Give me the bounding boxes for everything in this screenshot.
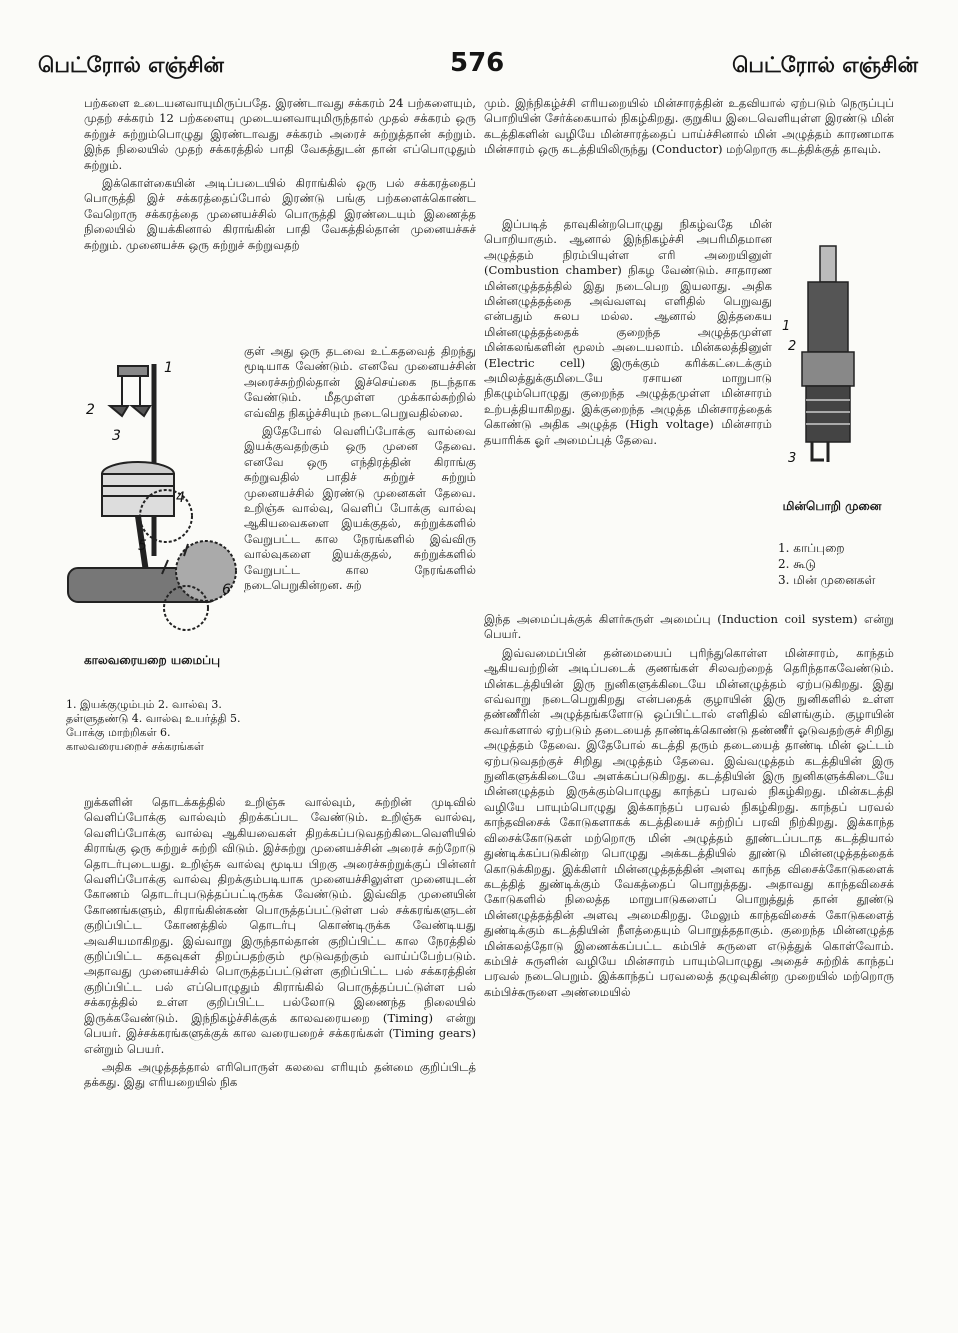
right-column-bottom — [484, 612, 894, 1298]
figure-legend — [778, 540, 896, 588]
page-number: 576 — [450, 48, 505, 78]
paragraph: றுக்களின் தொடக்கத்தில் உறிஞ்சு வால்வும், சுற்றின் முடிவில் வெளிப்போக்கு வால்வும் திறக்கப்பட வேண்டும். உறிஞ்சு வால்வு, வெளிப்போக்கு வால்வு ஆகியவைகள் திறக்கப்படுவதற்கிடைவெளியில் கிராங்கு ஒரு சுற்றுச் சுற்றி விடும். இச்சுற்று முனையச்சின் அரைச் சுற்றோடு தொடர்புடையது. உறிஞ்சு வால்வு மூடிய பிறகு அரைச்சுற்றுக்குப் பின்னர் வெளிப்போக்கு வால்வு திறக்கும்படியாக முனையச்சிலுள்ள முனையுடன் கோணம் தொடர்புபடுத்தப்பட்டிருக்க வேண்டும். இவ்வித முனையின் கோணங்களும், கிராங்கின்கண் பொருத்தப்பட்டுள்ள பல் சக்கரங்களுடன் குறிப்பிட்ட கோணத்தில் தொடர்பு கொண்டிருக்க வேண்டியது அவசியமாகிறது. இவ்வாறு இருந்தால்தான் குறிப்பிட்ட கால நேரத்தில் குறிப்பிட்ட கதவுகள் திறப்பதற்கும் மூடுவதற்கும் வாய்ப்பேற்படும். அதாவது முனையச்சில் பொருத்தப்பட்டுள்ள குறிப்பிட்ட பல் சக்கரத்தின் குறிப்பிட்ட பல் எப்பொழுதும் கிராங்கில் பொருத்தப்பட்டுள்ள பல் சக்கரத்தில் உள்ள குறிப்பிட்ட பல்லோடு இணைந்த நிலையில் இருக்கவேண்டும். இந்நிகழ்ச்சிக்குக் காலவரையறை (Timing) என்று பெயர். இச்சக்கரங்களுக்குக் கால வரையறைச் சக்கரங்கள் (Timing gears) என்றும் பெயர். — [84, 795, 476, 1056]
legend-item: 3. மின் முனைகள் — [778, 573, 876, 587]
paragraph: குள் அது ஒரு தடவை உட்கதவைத் திறந்து மூடியாக வேண்டும். எனவே முனையச்சின் அரைச்சுற்றில்தான் இச்செய்கை நடந்தாக வேண்டும். மீதமுள்ள முக்கால்சுற்றில் எவ்வித நிகழ்ச்சியும் நடைபெறுவதில்லை. — [244, 344, 476, 420]
left-column-wrap — [244, 344, 476, 792]
running-title-left: பெட்ரோல் எஞ்சின் — [38, 52, 224, 77]
right-column-top — [484, 96, 894, 214]
fig-label-2: 2 — [788, 339, 797, 354]
fig-label-2: 2 — [86, 402, 95, 418]
page-header — [38, 48, 918, 88]
legend-item: 2. கூடு — [778, 557, 817, 571]
figure-legend: 1. இயக்குழும்பும் 2. வால்வு 3. தள்ளுதண்டு 4. வால்வு உயர்த்தி 5. போக்கு மாற்றிகள் 6. காலவரையறைச் சக்கரங்கள் — [66, 698, 241, 753]
fig-label-4: 4 — [176, 490, 185, 506]
right-column-wrap — [484, 217, 772, 609]
paragraph: மும். இந்நிகழ்ச்சி எரியறையில் மின்சாரத்தின் உதவியால் ஏற்படும் நெருப்புப் பொறியின் சேர்க்கையால் நிகழ்கிறது. குறுகிய இடைவெளியுள்ள இரண்டு மின் கடத்திகளின் வழியே மின்சாரத்தைப் பாய்ச்சினால் மின் அழுத்தம் காரணமாக மின்சாரம் ஒரு கடத்தியிலிருந்து (Conductor) மற்றொரு கடத்திக்குத் தாவும். — [484, 96, 894, 157]
fig-label-3: 3 — [788, 451, 797, 466]
fig-label-6: 6 — [222, 582, 231, 598]
fig-label-3: 3 — [112, 428, 121, 444]
paragraph: இந்த அமைப்புக்குக் கிளர்சுருள் அமைப்பு (Induction coil system) என்று பெயர். — [484, 612, 894, 642]
paragraph: அதிக அழுத்தத்தால் எரிபொருள் கலவை எரியும் தன்மை குறிப்பிடத் தக்கது. இது எரியறையில் நிக — [84, 1059, 476, 1090]
spark-plug-figure — [776, 240, 896, 490]
left-column-bottom — [84, 795, 476, 1295]
paragraph: இக்கொள்கையின் அடிப்படையில் கிராங்கில் ஒரு பல் சக்கரத்தைப் பொருத்தி இச் சக்கரத்தைப்போல் இரண்டு பங்கு பற்களைக்கொண்ட வேறொரு சக்கரத்தை முனையச்சில் பொருத்தி இரண்டையும் இணைத்த நிலையில் இயக்கினால் கிராங்கின் பாதி வேகத்தில்தான் முனையச்சுச் சுற்றும். முனையச்சு ஒரு சுற்றுச் சுற்றுவதற் — [84, 176, 476, 252]
paragraph: இதேபோல் வெளிப்போக்கு வால்வை இயக்குவதற்கும் ஒரு முனை தேவை. எனவே ஒரு எந்திரத்தின் கிராங்கு சுற்றுவதில் பாதிச் சுற்றுச் சுற்றும் முனையச்சில் இரண்டு முனைகள் தேவை. உறிஞ்சு வால்வு, வெளிப் போக்கு வால்வு ஆகியவைகளை இயக்குதல், சுற்றுக்களில் வேறுபட்ட கால நேரங்களில் இவ்விரு வால்வுகளை இயக்குதல், சுற்றுக்களில் வேறுபட்ட கால நேரங்களில் நடைபெறுகின்றன. சுற் — [244, 424, 476, 593]
timing-diagram — [66, 346, 238, 648]
paragraph: இப்படித் தாவுகின்றபொழுது நிகழ்வதே மின் பொறியாகும். ஆனால் இந்நிகழ்ச்சி அபரிமிதமான அழுத்தம் நிரம்பியுள்ள எரி அறையினுள் (Combustion chamber) நிகழ வேண்டும். சாதாரண மின்னழுத்தத்தில் இது நடைபெற இயலாது. அதிக மின்னழுத்தத்தை அவ்வளவு எளிதில் பெறுவது என்பதும் சுலப மல்ல. ஆனால் இத்தகைய மின்னழுத்தத்தைக் குறைந்த அழுத்தமுள்ள மின்கலங்களின் மூலம் அடையலாம். மின்கலத்தினுள் (Electric cell) இருக்கும் கரிக்கட்டைக்கும் அமிலத்துக்குமிடையே ரசாயன மாறுபாடு நிகழும்பொழுது குறைந்த அழுத்தமுள்ள மின்சாரம் உற்பத்தியாகிறது. இக்குறைந்த அழுத்த மின்சாரத்தைக் கொண்டு அதிக அழுத்த (High voltage) மின்சாரம் தயாரிக்க ஓர் அமைப்புத் தேவை. — [484, 217, 772, 447]
paragraph: பற்களை உடையனவாயுமிருப்பதே. இரண்டாவது சக்கரம் 24 பற்களையும், முதற் சக்கரம் 12 பற்களையு முடையனவாயுமிருந்தால் முதல் சக்கரம் ஒரு சுற்றுச் சுற்றும்பொழுது இரண்டாவது சக்கரம் அரைச் சுற்றுத்தான் சுற்றும். இந்த நிலையில் முதற் சக்கரத்தில் பாதி வேகத்துடன் தான் எப்பொழுதும் சுற்றும். — [84, 96, 476, 172]
legend-item: 1. காப்புறை — [778, 541, 845, 555]
fig-label-1: 1 — [782, 319, 791, 334]
fig-label-1: 1 — [164, 360, 173, 376]
left-column-top — [84, 96, 476, 340]
fig-label-5: 5 — [138, 538, 147, 554]
timing-mechanism-figure — [66, 346, 238, 648]
figure-caption: காலவரையறை யமைப்பு — [83, 653, 221, 667]
paragraph: இவ்வமைப்பின் தன்மையைப் புரிந்துகொள்ள மின்சாரம், காந்தம் ஆகியவற்றின் அடிப்படைக் குணங்கள் சிலவற்றைத் தெரிந்தாகவேண்டும். மின்கடத்தியின் இரு நுனிகளுக்கிடையே மின்னழுத்தம் ஏற்படுகிறது. இது எவ்வாறு நடைபெறுகிறது என்பதைக் குழாயின் இரு நுனிகளில் உள்ள தண்ணீரின் அழுத்தங்களோடு ஒப்பிட்டால் எளிதில் விளங்கும். குழாயின் சுவர்களால் ஏற்படும் தடையைத் தாண்டிக்கொண்டு தண்ணீர் ஓடுவதற்குச் சிறிது அழுத்தம் தேவை. இதேபோல் கடத்தி தரும் தடையைத் தாண்டி மின் ஓட்டம் ஏற்படுவதற்குச் சிறிது அழுத்தம் தேவை. இவ்வழுத்தம் கடத்தியின் இரு நுனிகளுக்கிடையே அளக்கப்படுகிறது. கடத்தியின் இரு நுனிகளுக்கிடையே மின்னழுத்தம் இருக்கும்பொழுது காந்தப் பரவல் நிகழ்கிறது. மின்கடத்தி வழியே பாயும்பொழுது இக்காந்தப் பரவல் நிகழ்கிறது. காந்தப் பரவல் காந்தவிசைக் கோடுகளாகக் கடத்தியைச் சுற்றிப் பரவி நிற்கிறது. இக்காந்த விசைக்கோடுகள் மற்றொரு மின் அழுத்தம் தூண்டப்படாத கடத்தியால் துண்டிக்கப்படுகின்ற பொழுது அக்கடத்தியில் தூண்டு மின்னழுத்தத்தைக் கொடுக்கிறது. இக்கிளர் மின்னழுத்தத்தின் அளவு காந்த விசைக்கோடுகளைக் கடத்தித் துண்டிக்கும் வேகத்தைப் பொறுத்தது. அதாவது காந்தவிசைக் கோடுகளில் நிலைத்த மாறுபாடுகளைப் பொறுத்துத் தான் தூண்டு மின்னழுத்தத்தின் அளவு அமைகிறது. மேலும் காந்தவிசைக் கோடுகளைத் துண்டிக்கும் கடத்தியின் நீளத்தையும் பொறுத்ததாகும். குறைந்த மின்னழுத்த மின்கலத்தோடு இணைக்கப்பட்ட கம்பிச் சுருளை எடுத்துக் கொள்வோம். கம்பிச் சுருளின் வழியே மின்சாரம் பாயும்பொழுது அதைச் சுற்றிக் காந்தப் பரவல் நடைபெறும். இக்காந்தப் பரவலைத் தழுவுகின்ற முறையில் மற்றொரு கம்பிச்சுருளை அண்மையில் — [484, 645, 894, 999]
running-title-right: பெட்ரோல் எஞ்சின் — [732, 52, 918, 77]
spark-plug-diagram — [776, 240, 896, 490]
figure-caption: மின்பொறி முனை — [782, 499, 882, 513]
